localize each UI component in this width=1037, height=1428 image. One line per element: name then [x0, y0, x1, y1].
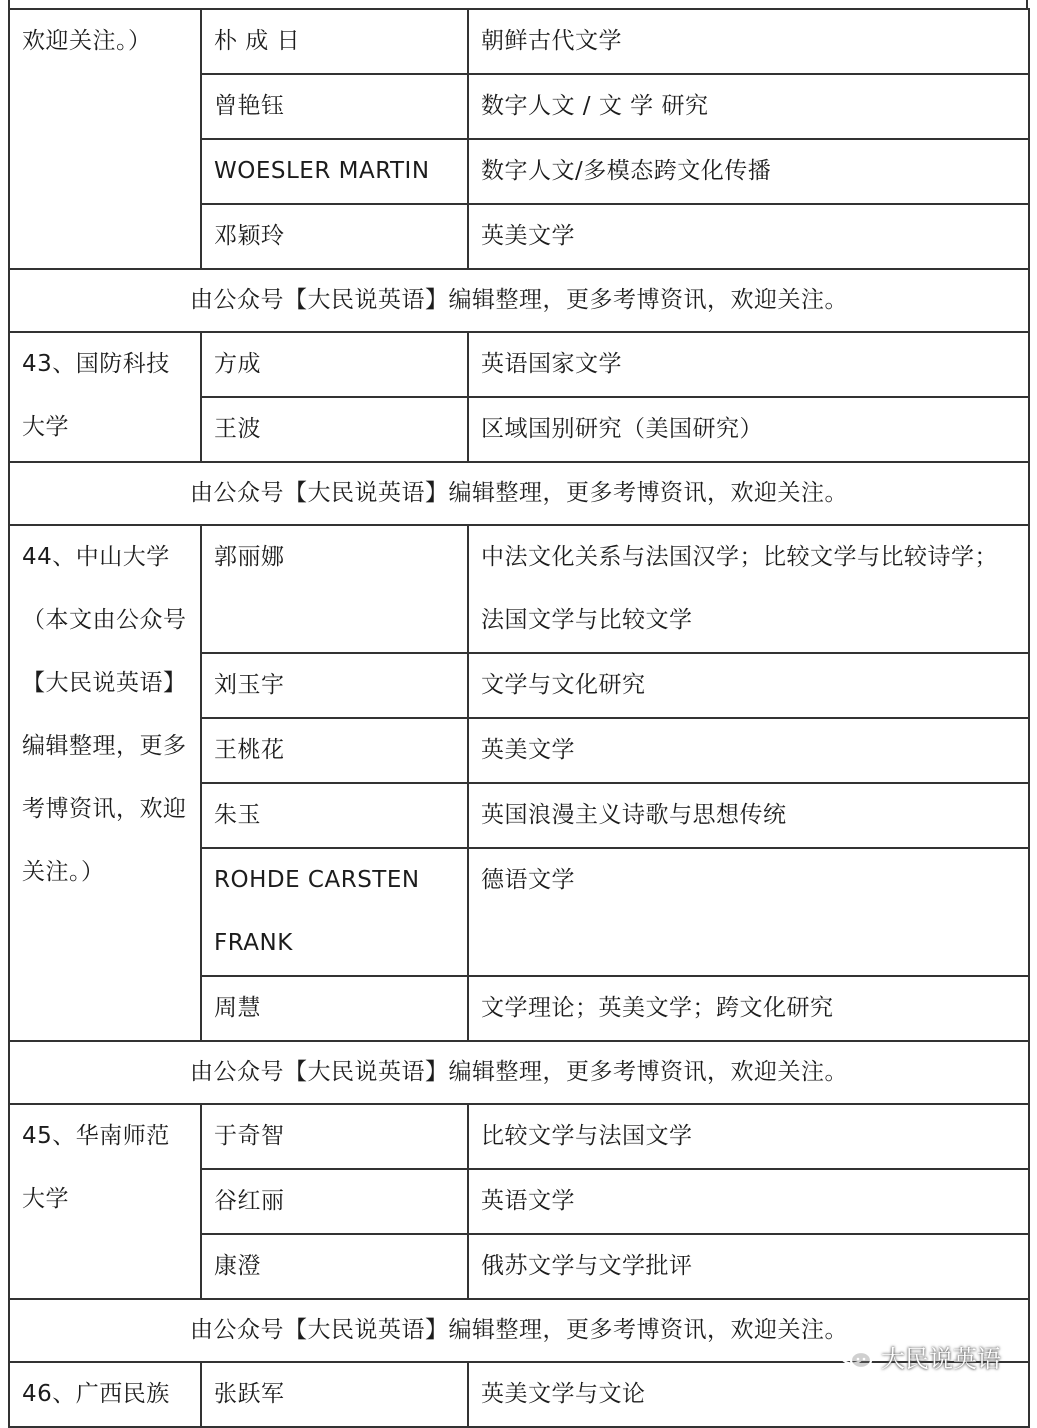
university-name-line: 考博资讯，欢迎 — [22, 796, 187, 822]
notice-row — [9, 462, 1029, 525]
university-name-line: 关注。） — [22, 859, 105, 885]
research-field: 英国浪漫主义诗歌与思想传统 — [468, 783, 1029, 848]
table-top-edge — [8, 0, 1028, 8]
research-field: 区域国别研究（美国研究） — [468, 397, 1029, 462]
research-field: 英美文学 — [468, 718, 1029, 783]
supervisor-table — [8, 8, 1030, 1428]
university-cell — [9, 332, 201, 462]
supervisor-name-line: FRANK — [214, 930, 293, 956]
supervisor-name: 方成 — [201, 332, 468, 397]
university-cell — [9, 525, 201, 1041]
university-name-line: 43、国防科技 — [22, 351, 170, 377]
university-name-line: 大学 — [22, 1186, 69, 1212]
watermark — [839, 1339, 1001, 1374]
university-name-line: （本文由公众号 — [22, 607, 187, 633]
editor-notice: 由公众号【大民说英语】编辑整理，更多考博资讯，欢迎关注。 — [9, 1299, 1029, 1362]
editor-notice: 由公众号【大民说英语】编辑整理，更多考博资讯，欢迎关注。 — [9, 462, 1029, 525]
supervisor-name: 朱玉 — [201, 783, 468, 848]
watermark-text: 大民说英语 — [881, 1345, 1001, 1373]
supervisor-name — [201, 848, 468, 976]
research-field: 俄苏文学与文学批评 — [468, 1234, 1029, 1299]
table-row — [9, 525, 1029, 653]
research-field — [468, 525, 1029, 653]
supervisor-name: 朴 成 日 — [201, 9, 468, 74]
supervisor-name: 曾艳钰 — [201, 74, 468, 139]
supervisor-name: 郭丽娜 — [201, 525, 468, 653]
supervisor-name: 张跃军 — [201, 1362, 468, 1427]
research-field: 英美文学 — [468, 204, 1029, 269]
university-cell: 46、广西民族 — [9, 1362, 201, 1427]
research-field: 朝鲜古代文学 — [468, 9, 1029, 74]
university-name-line: 编辑整理，更多 — [22, 733, 187, 759]
supervisor-name: 于奇智 — [201, 1104, 468, 1169]
research-field: 文学理论；英美文学；跨文化研究 — [468, 976, 1029, 1041]
research-field-line: 中法文化关系与法国汉学；比较文学与比较诗学； — [481, 544, 998, 570]
research-field: 英语国家文学 — [468, 332, 1029, 397]
research-field: 英美文学与文论 — [468, 1362, 1029, 1427]
research-field: 文学与文化研究 — [468, 653, 1029, 718]
research-field: 数字人文/多模态跨文化传播 — [468, 139, 1029, 204]
supervisor-name: 王波 — [201, 397, 468, 462]
university-cell — [9, 1104, 201, 1299]
wechat-icon — [839, 1343, 873, 1371]
notice-row — [9, 1041, 1029, 1104]
editor-notice: 由公众号【大民说英语】编辑整理，更多考博资讯，欢迎关注。 — [9, 1041, 1029, 1104]
table-row — [9, 1104, 1029, 1169]
supervisor-name: 周慧 — [201, 976, 468, 1041]
notice-row — [9, 269, 1029, 332]
table-row — [9, 332, 1029, 397]
research-field: 英语文学 — [468, 1169, 1029, 1234]
table-row — [9, 9, 1029, 74]
university-name-line: 44、中山大学 — [22, 544, 170, 570]
university-cell: 欢迎关注。） — [9, 9, 201, 269]
university-name-line: 大学 — [22, 414, 69, 440]
university-name-line: 【大民说英语】 — [22, 670, 187, 696]
supervisor-name: 谷红丽 — [201, 1169, 468, 1234]
editor-notice: 由公众号【大民说英语】编辑整理，更多考博资讯，欢迎关注。 — [9, 269, 1029, 332]
supervisor-name: 康澄 — [201, 1234, 468, 1299]
research-field: 比较文学与法国文学 — [468, 1104, 1029, 1169]
university-name-line: 45、华南师范 — [22, 1123, 170, 1149]
supervisor-name-line: ROHDE CARSTEN — [214, 867, 420, 893]
research-field-line: 法国文学与比较文学 — [481, 607, 693, 633]
supervisor-name: WOESLER MARTIN — [201, 139, 468, 204]
research-field: 数字人文 / 文 学 研究 — [468, 74, 1029, 139]
supervisor-name: 邓颖玲 — [201, 204, 468, 269]
supervisor-name: 刘玉宇 — [201, 653, 468, 718]
research-field: 德语文学 — [468, 848, 1029, 976]
supervisor-name: 王桃花 — [201, 718, 468, 783]
